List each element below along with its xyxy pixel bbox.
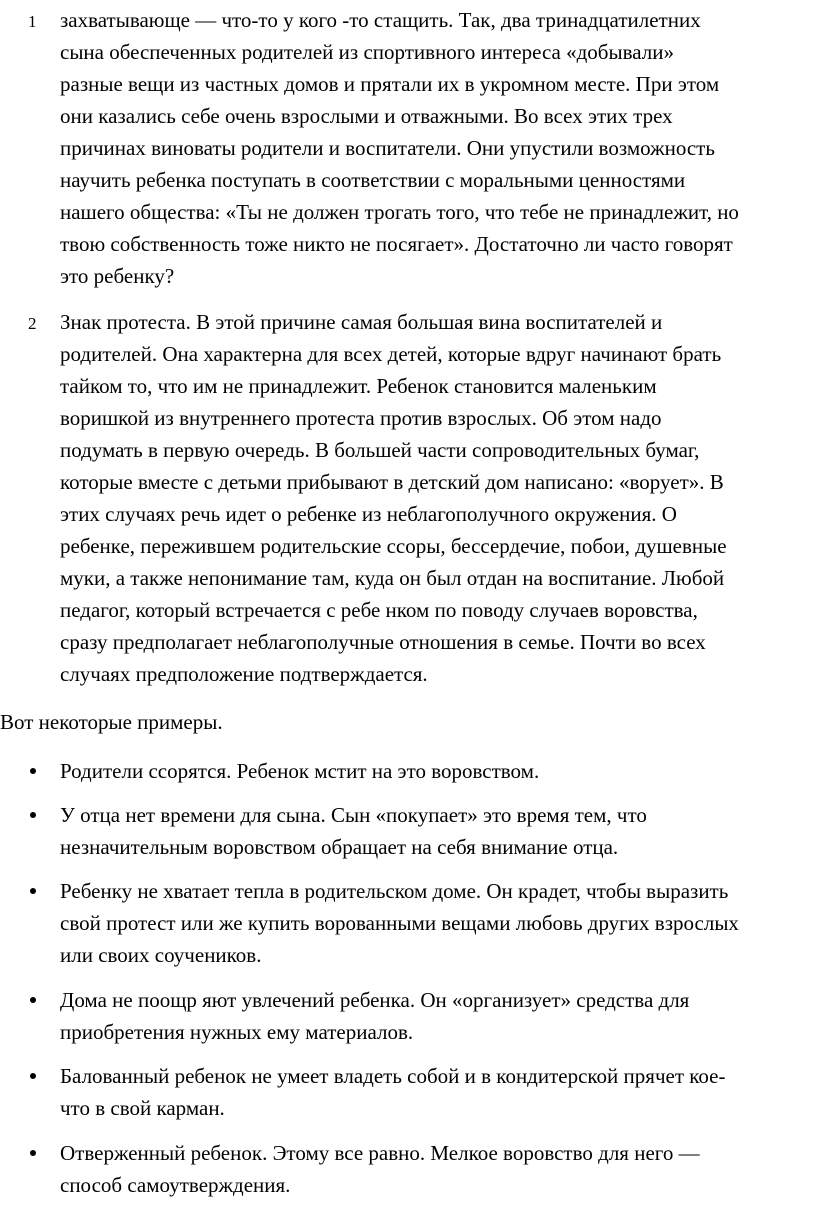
bullet-marker — [30, 888, 36, 894]
text-line: свой протест или же купить ворованными вещами любовь других взрослых — [60, 911, 739, 935]
text-line: родителей. Она характерна для всех детей, которые вдруг начинают брать — [60, 342, 722, 366]
text-line: тайком то, что им не принадлежит. Ребенок становится маленьким — [60, 374, 657, 398]
text-line: незначительным воровством обращает на себя внимание отца. — [60, 835, 619, 859]
text-line: это ребенку? — [60, 264, 175, 288]
bullet-marker — [30, 768, 36, 774]
text-line: Балованный ребенок не умеет владеть собой и в кондитерской прячет кое- — [60, 1064, 726, 1088]
text-line: У отца нет времени для сына. Сын «покупает» это время тем, что — [60, 803, 647, 827]
paragraph-text — [60, 306, 816, 690]
examples-intro: Вот некоторые примеры. — [0, 710, 223, 734]
bullet-text — [60, 799, 816, 863]
bullet-text — [60, 984, 816, 1048]
text-line: что в свой карман. — [60, 1096, 225, 1120]
bullet-marker — [30, 1073, 36, 1079]
text-line: Родители ссорятся. Ребенок мстит на это воровством. — [60, 759, 540, 783]
bullet-text — [60, 1060, 816, 1124]
bullet-text — [60, 875, 816, 971]
text-line: ребенке, пережившем родительские ссоры, бессердечие, побои, душевные — [60, 534, 727, 558]
text-line: они казались себе очень взрослыми и отважными. Во всех этих трех — [60, 104, 673, 128]
text-line: воришкой из внутреннего протеста против взрослых. Об этом надо — [60, 406, 662, 430]
text-line: Ребенку не хватает тепла в родительском доме. Он крадет, чтобы выразить — [60, 879, 729, 903]
bullet-marker — [30, 997, 36, 1003]
bullet-text — [60, 755, 816, 787]
paragraph-text — [60, 4, 816, 292]
bullet-marker — [30, 812, 36, 818]
text-line: способ самоутверждения. — [60, 1173, 291, 1197]
text-line: этих случаях речь идет о ребенке из неблагополучного окружения. О — [60, 502, 677, 526]
text-line: или своих соучеников. — [60, 943, 262, 967]
text-line: Отверженный ребенок. Этому все равно. Мелкое воровство для него — — [60, 1141, 700, 1165]
text-line: подумать в первую очередь. В большей части сопроводительных бумаг, — [60, 438, 700, 462]
text-line: разные вещи из частных домов и прятали их в укромном месте. При этом — [60, 72, 720, 96]
text-line: которые вместе с детьми прибывают в детский дом написано: «ворует». В — [60, 470, 724, 494]
text-line: сразу предполагает неблагополучные отношения в семье. Почти во всех — [60, 630, 706, 654]
text-line: приобретения нужных ему материалов. — [60, 1020, 414, 1044]
text-line: случаях предположение подтверждается. — [60, 662, 428, 686]
text-line: нашего общества: «Ты не должен трогать того, что тебе не принадлежит, но — [60, 200, 739, 224]
text-line: твою собственность тоже никто не посягает». Достаточно ли часто говорят — [60, 232, 733, 256]
bullet-marker — [30, 1150, 36, 1156]
text-line: захватывающе — что-то у кого -то стащить. Так, два тринадцатилетних — [60, 8, 701, 32]
text-line: научить ребенка поступать в соответствии с моральными ценностями — [60, 168, 686, 192]
bullet-text — [60, 1137, 816, 1201]
text-line: педагог, который встречается с ребе нком по поводу случаев воровства, — [60, 598, 698, 622]
text-line: сына обеспеченных родителей из спортивного интереса «добывали» — [60, 40, 674, 64]
list-number: 1 — [28, 12, 37, 31]
text-line: Знак протеста. В этой причине самая большая вина воспитателей и — [60, 310, 663, 334]
list-number: 2 — [28, 314, 37, 333]
text-line: муки, а также непонимание там, куда он был отдан на воспитание. Любой — [60, 566, 725, 590]
text-line: причинах виноваты родители и воспитатели. Они упустили возможность — [60, 136, 715, 160]
text-line: Дома не поощр яют увлечений ребенка. Он «организует» средства для — [60, 988, 690, 1012]
